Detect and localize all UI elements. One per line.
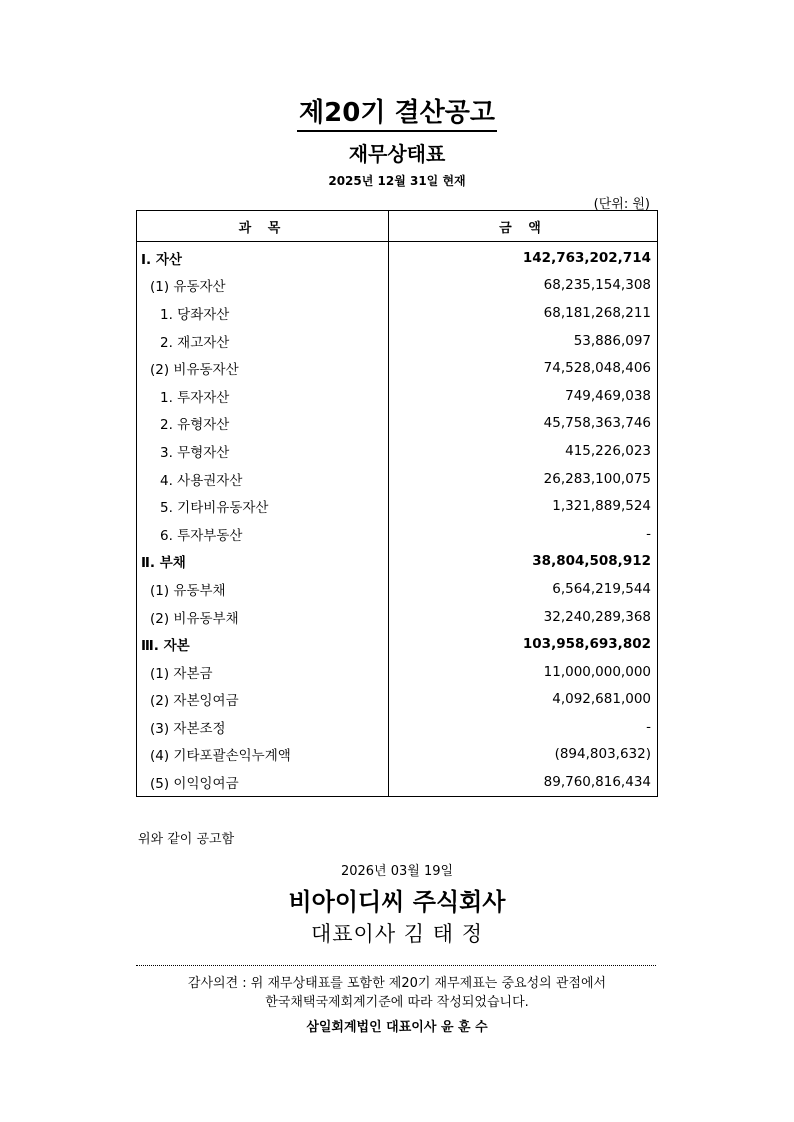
table-row [137,713,658,741]
table-row [137,686,658,714]
account-name: (2) 비유동자산 [137,354,389,382]
account-name: Ⅱ. 부채 [137,548,389,576]
account-amount: 68,235,154,308 [389,272,658,300]
account-amount: 53,886,097 [389,327,658,355]
table-row [137,492,658,520]
account-name: 1. 당좌자산 [137,299,389,327]
table-row [137,768,658,796]
table-row [137,410,658,438]
table-row [137,272,658,300]
account-name: 5. 기타비유동자산 [137,492,389,520]
table-row [137,658,658,686]
announcement-date: 2026년 03월 19일 [340,864,454,879]
account-amount: 38,804,508,912 [389,548,658,576]
table-row [137,741,658,769]
account-name: (1) 유동자산 [137,272,389,300]
account-amount: 26,283,100,075 [389,465,658,493]
account-amount: 4,092,681,000 [389,686,658,714]
account-name: (1) 자본금 [137,658,389,686]
dotted-divider [136,965,656,966]
table-row [137,354,658,382]
table-row [137,465,658,493]
account-amount: (894,803,632) [389,741,658,769]
statement-title: 재무상태표 [348,142,446,166]
document-title: 제20기 결산공고 [0,92,794,129]
account-amount: 74,528,048,406 [389,354,658,382]
table-header-row [137,211,658,242]
account-name: 2. 재고자산 [137,327,389,355]
account-amount: 89,760,816,434 [389,768,658,796]
announcement-note: 위와 같이 공고함 [138,832,235,847]
account-amount: 68,181,268,211 [389,299,658,327]
audit-opinion-line2: 한국채택국제회계기준에 따라 작성되었습니다. [265,995,529,1010]
account-name: 2. 유형자산 [137,410,389,438]
table-row [137,520,658,548]
account-amount: 32,240,289,368 [389,603,658,631]
account-amount: 6,564,219,544 [389,575,658,603]
account-amount: 11,000,000,000 [389,658,658,686]
account-name: 4. 사용권자산 [137,465,389,493]
header-amount: 금 액 [389,211,658,242]
table-row [137,548,658,576]
account-amount: 749,469,038 [389,382,658,410]
account-name: 3. 무형자산 [137,437,389,465]
table-row [137,327,658,355]
account-name: (2) 자본잉여금 [137,686,389,714]
account-name: (1) 유동부채 [137,575,389,603]
account-amount: - [389,520,658,548]
account-name: (3) 자본조정 [137,713,389,741]
table-row [137,603,658,631]
balance-sheet-table [136,210,658,797]
account-name: (4) 기타포괄손익누계액 [137,741,389,769]
account-name: (5) 이익잉여금 [137,768,389,796]
account-name: 6. 투자부동산 [137,520,389,548]
table-row [137,299,658,327]
table-row [137,382,658,410]
account-amount: 45,758,363,746 [389,410,658,438]
table-row [137,575,658,603]
account-amount: 103,958,693,802 [389,630,658,658]
account-amount: - [389,713,658,741]
auditor-signature: 삼일회계법인 대표이사 윤 훈 수 [306,1020,488,1035]
account-amount: 142,763,202,714 [389,242,658,272]
account-amount: 415,226,023 [389,437,658,465]
unit-label: (단위: 원) [593,197,650,212]
table-row [137,242,658,272]
header-account: 과 목 [137,211,389,242]
table-row [137,437,658,465]
as-of-date: 2025년 12월 31일 현재 [328,174,466,188]
account-name: Ⅲ. 자본 [137,630,389,658]
audit-opinion-line1: 감사의견 : 위 재무상태표를 포함한 제20기 재무제표는 중요성의 관점에서 [187,976,607,991]
company-name: 비아이디씨 주식회사 [288,888,506,916]
account-name: (2) 비유동부채 [137,603,389,631]
account-name: Ⅰ. 자산 [137,242,389,272]
account-amount: 1,321,889,524 [389,492,658,520]
table-row [137,630,658,658]
account-name: 1. 투자자산 [137,382,389,410]
ceo-name: 대표이사 김 태 정 [310,922,484,946]
